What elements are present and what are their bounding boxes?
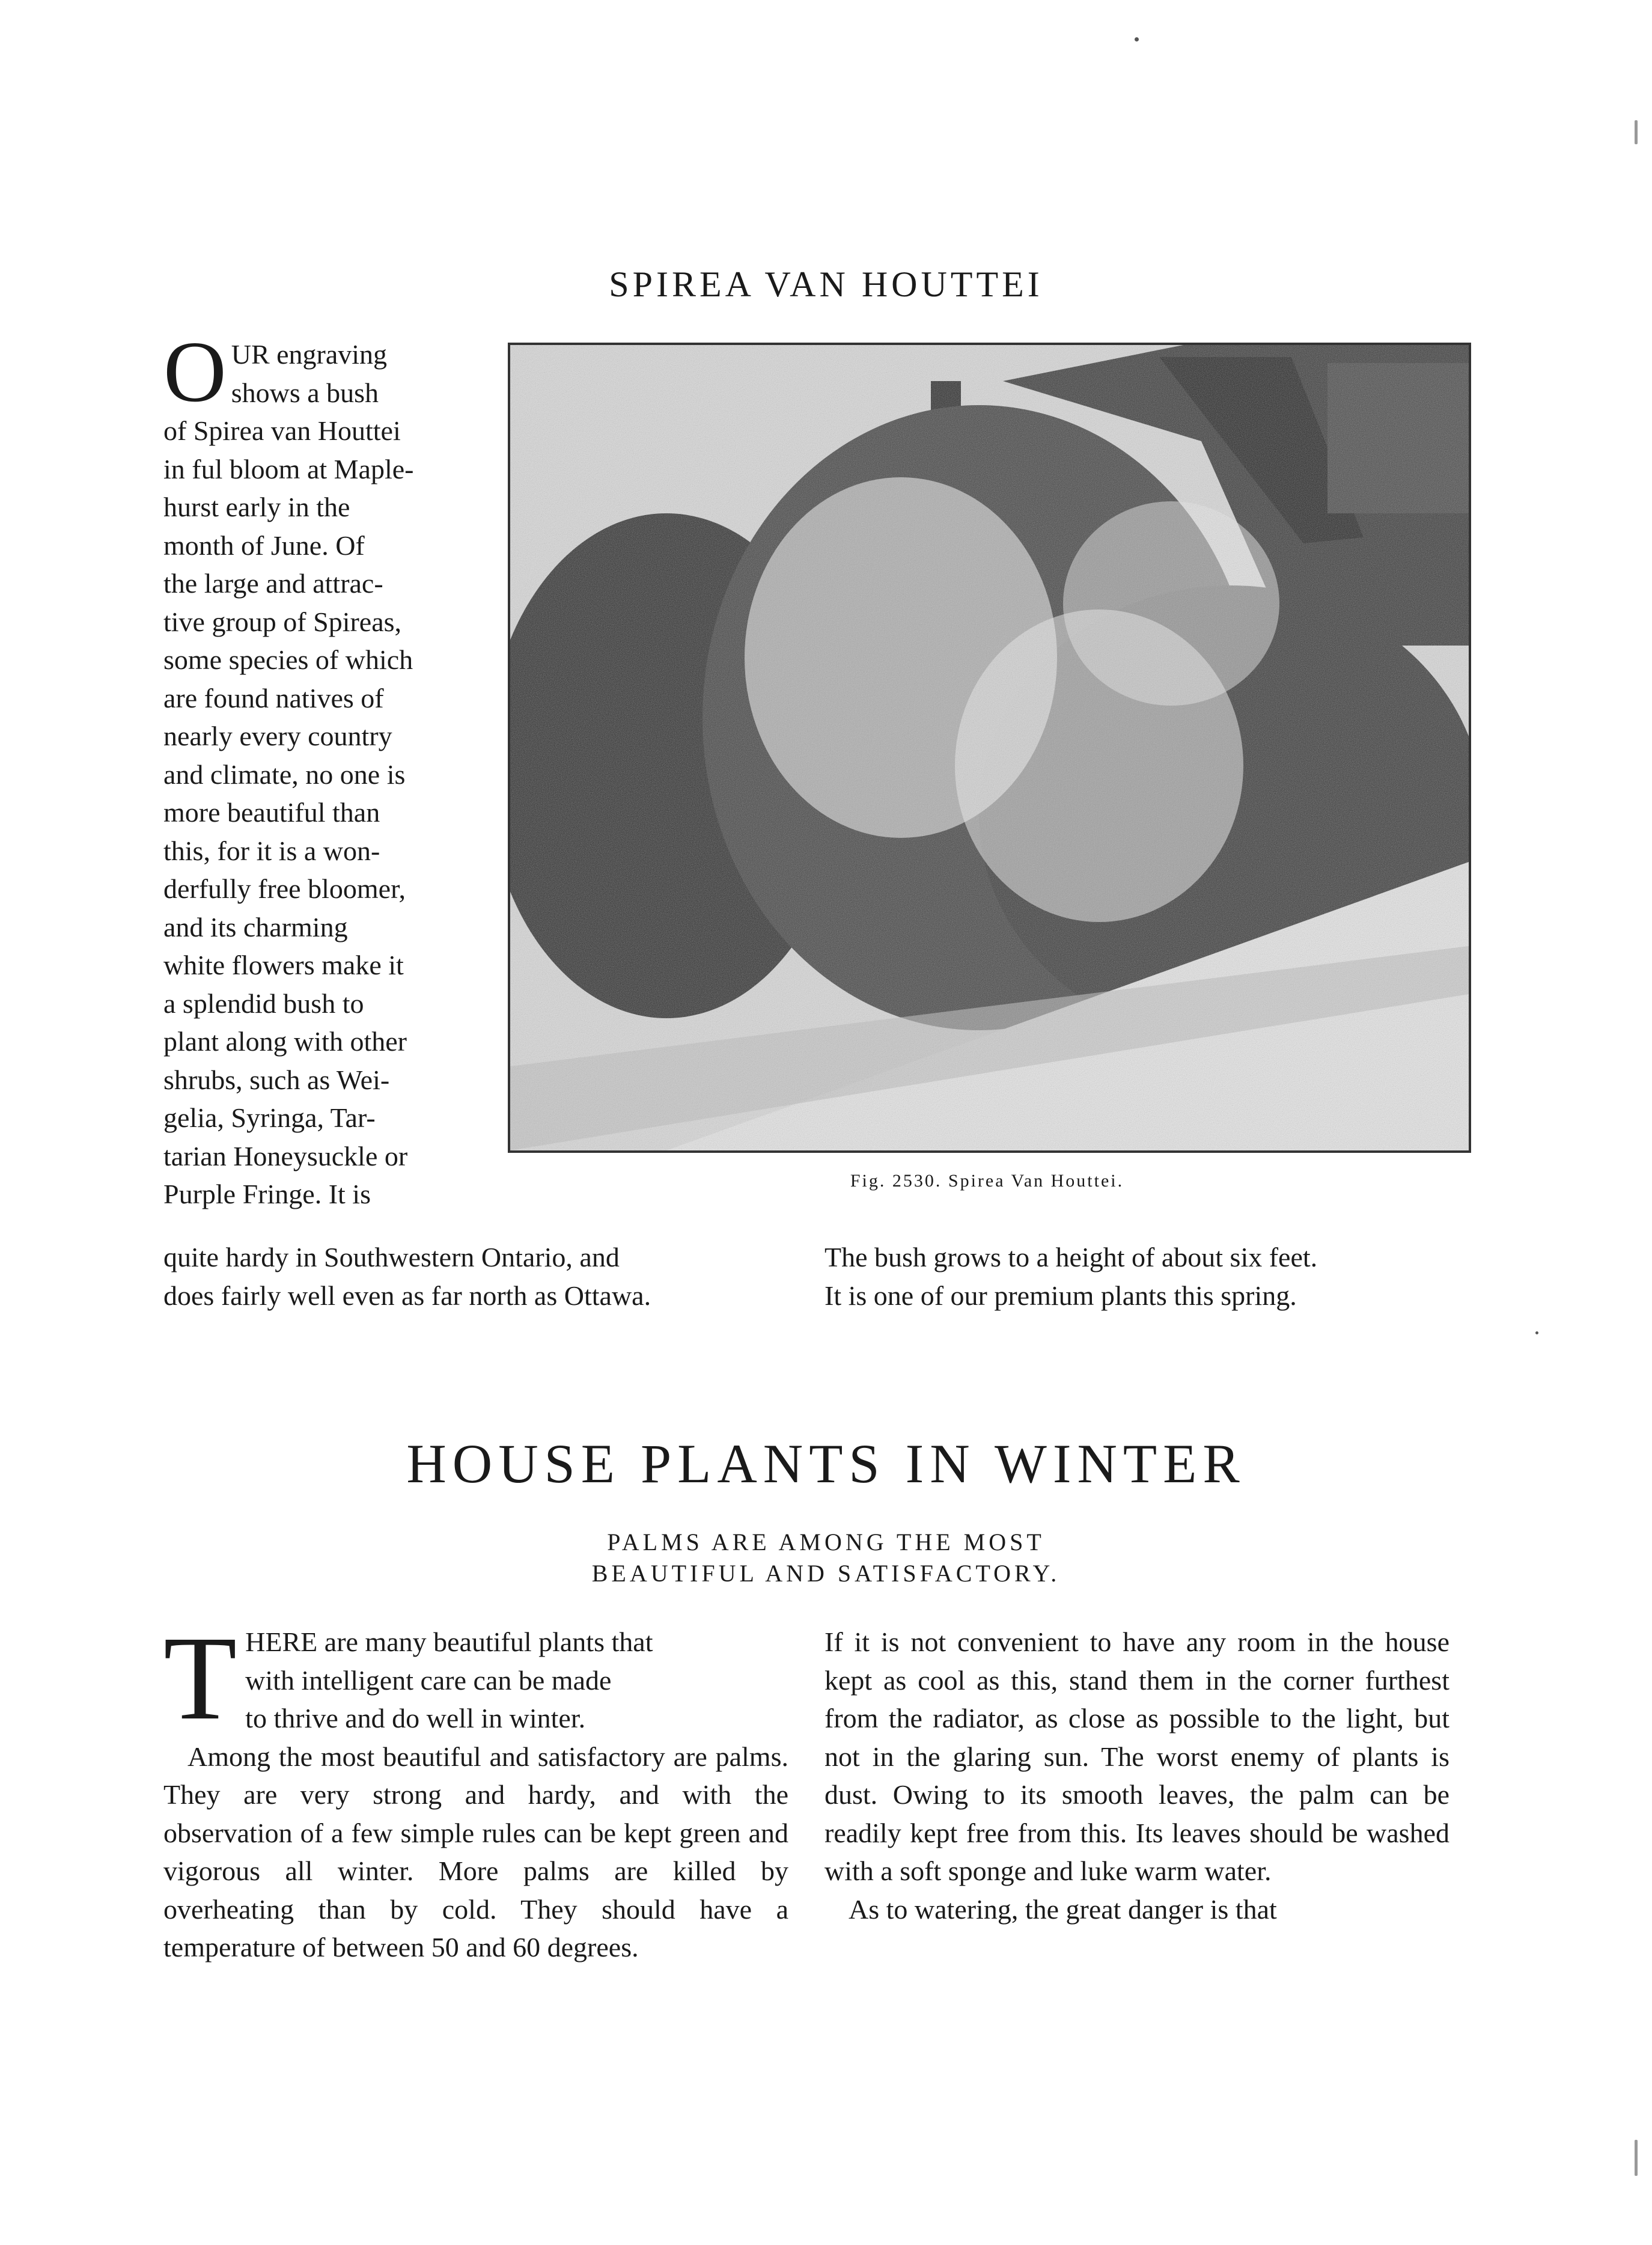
text-line: and its charming [163, 911, 348, 942]
drop-cap-o: O [163, 324, 227, 420]
text-line: shrubs, such as Wei- [163, 1064, 390, 1095]
text-line: hurst early in the [163, 492, 350, 522]
text-line: tarian Honeysuckle or [163, 1140, 408, 1171]
text-line: to thrive and do well in winter. [245, 1703, 586, 1733]
spirea-intro-column [163, 324, 482, 1214]
text-line: the large and attrac- [163, 568, 383, 599]
scan-speck [1135, 37, 1139, 41]
scan-speck [1535, 1331, 1538, 1334]
text-line: nearly every country [163, 721, 392, 751]
text-line: gelia, Syringa, Tar- [163, 1102, 376, 1133]
text-line: does fairly well even as far north as Ottawa. [163, 1280, 651, 1311]
scan-speck [1635, 2140, 1638, 2176]
text-line: The bush grows to a height of about six feet. [824, 1242, 1318, 1272]
text-line: some species of which [163, 644, 413, 675]
subtitle-line: BEAUTIFUL AND SATISFACTORY. [591, 1560, 1061, 1587]
text-line: plant along with other [163, 1026, 407, 1057]
spirea-continuation-right [824, 1238, 1449, 1315]
spirea-bush-illustration [510, 345, 1469, 1150]
scan-speck [1635, 120, 1638, 144]
text-line: more beautiful than [163, 797, 380, 828]
house-plants-left-column [163, 1612, 788, 1967]
text-line: and climate, no one is [163, 759, 406, 790]
text-line: Purple Fringe. It is [163, 1179, 371, 1209]
article-title-house-plants: HOUSE PLANTS IN WINTER [406, 1433, 1246, 1494]
subtitle-line: PALMS ARE AMONG THE MOST [607, 1529, 1045, 1556]
text-line: are found natives of [163, 682, 384, 713]
text-line: in ful bloom at Maple- [163, 453, 414, 484]
text-line: shows a bush [231, 377, 379, 408]
article-title-spirea: SPIREA VAN HOUTTEI [609, 264, 1043, 304]
house-plants-right-column [824, 1623, 1449, 1928]
text-line: this, for it is a won- [163, 835, 380, 866]
text-line: month of June. Of [163, 530, 365, 561]
text-line: tive group of Spireas, [163, 606, 402, 637]
text-line: quite hardy in Southwestern Ontario, and [163, 1242, 620, 1272]
spirea-continuation-left [163, 1238, 788, 1315]
spirea-intro-text [163, 324, 482, 1214]
text-line: white flowers make it [163, 950, 404, 980]
drop-cap-t: T [163, 1612, 237, 1745]
paragraph: As to watering, the great danger is that [849, 1893, 1277, 1925]
text-line: of Spirea van Houttei [163, 415, 401, 446]
text-line: with intelligent care can be made [245, 1664, 612, 1696]
paragraph: If it is not convenient to have any room in the house kept as cool as this, stand them in the corner furthest from the radiator, as close as possible to the light, but not in the glaring sun. The worst enemy of plants is dust. Owing to its smooth leaves, the palm can be readily kept free from this. Its leaves should be washed with a soft sponge and luke warm water. [824, 1626, 1449, 1886]
figure-caption: Fig. 2530. Spirea Van Houttei. [850, 1171, 1124, 1191]
text-line: HERE are many beautiful plants that [245, 1626, 653, 1657]
text-line: a splendid bush to [163, 988, 364, 1019]
paragraph: Among the most beautiful and satisfactory are palms. They are very strong and hardy, and with the observation of a few simple rules can be kept green and vigorous all winter. More palms are killed by overheating than by cold. They should have a temperature of between 50 and 60 degrees. [163, 1741, 788, 1962]
text-line: UR engraving [231, 339, 388, 370]
text-line: derfully free bloomer, [163, 873, 406, 904]
article-subtitle [0, 1527, 1652, 1589]
text-line: It is one of our premium plants this spring. [824, 1280, 1297, 1311]
spirea-engraving-figure [508, 343, 1471, 1153]
